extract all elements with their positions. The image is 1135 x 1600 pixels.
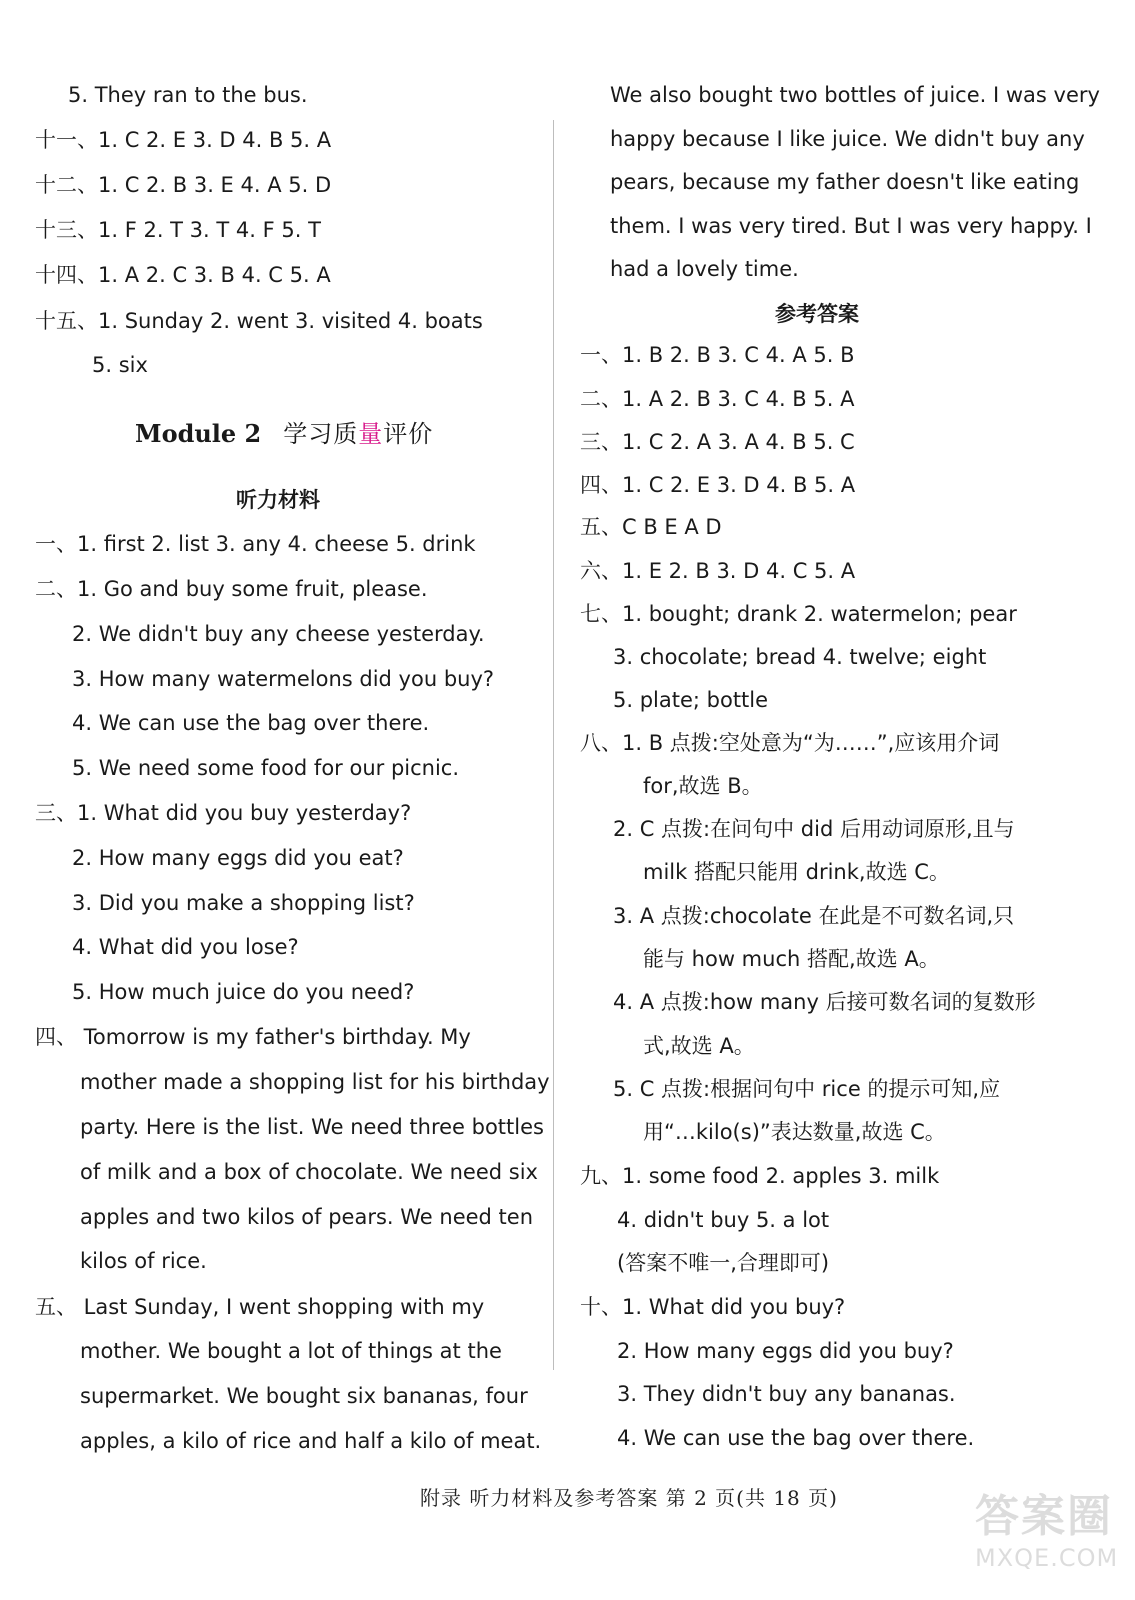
answer-line: 四、1. C 2. E 3. D 4. B 5. A [580, 473, 856, 497]
answer-line: 2. How many eggs did you buy? [617, 1339, 954, 1363]
answer-line: 5. C 点拨:根据问句中 rice 的提示可知,应 [613, 1077, 1001, 1101]
answer-line: for,故选 B。 [643, 774, 763, 798]
column-divider [553, 120, 554, 1370]
answer-line: 十二、1. C 2. B 3. E 4. A 5. D [35, 173, 332, 197]
answer-line: 三、1. C 2. A 3. A 4. B 5. C [580, 430, 855, 454]
answer-line: (答案不唯一,合理即可) [617, 1251, 830, 1275]
answer-line: 十五、1. Sunday 2. went 3. visited 4. boats [35, 309, 483, 333]
listening-line: 2. We didn't buy any cheese yesterday. [72, 622, 485, 646]
listening-line: 四、 Tomorrow is my father's birthday. My [35, 1025, 471, 1049]
passage-line: them. I was very tired. But I was very happy. I [610, 214, 1092, 238]
answer-line: milk 搭配只能用 drink,故选 C。 [643, 860, 950, 884]
answer-line: 4. didn't buy 5. a lot [617, 1208, 830, 1232]
passage-line: We also bought two bottles of juice. I was very [610, 83, 1100, 107]
answer-line: 五、C B E A D [580, 515, 722, 539]
answer-line: 十三、1. F 2. T 3. T 4. F 5. T [35, 218, 321, 242]
passage-line: pears, because my father doesn't like eating [610, 170, 1080, 194]
answer-line: 九、1. some food 2. apples 3. milk [580, 1164, 940, 1188]
listening-line: supermarket. We bought six bananas, four [80, 1384, 528, 1408]
answer-line: 3. chocolate; bread 4. twelve; eight [613, 645, 987, 669]
module-name: Module 2 [135, 419, 262, 448]
listening-heading: 听力材料 [236, 488, 320, 512]
listening-line: 4. What did you lose? [72, 935, 299, 959]
listening-line: kilos of rice. [80, 1249, 207, 1273]
answer-line: 式,故选 A。 [643, 1034, 755, 1058]
listening-line: 3. How many watermelons did you buy? [72, 667, 495, 691]
listening-line: of milk and a box of chocolate. We need six [80, 1160, 538, 1184]
passage-line: had a lovely time. [610, 257, 799, 281]
listening-line: party. Here is the list. We need three bottles [80, 1115, 544, 1139]
answer-line: 七、1. bought; drank 2. watermelon; pear [580, 602, 1017, 626]
answer-line: 八、1. B 点拨:空处意为“为……”,应该用介词 [580, 731, 1000, 755]
module-title [135, 414, 433, 449]
listening-line: apples and two kilos of pears. We need ten [80, 1205, 534, 1229]
answer-line: 六、1. E 2. B 3. D 4. C 5. A [580, 559, 856, 583]
listening-line: mother. We bought a lot of things at the [80, 1339, 502, 1363]
answer-line: 用“…kilo(s)”表达数量,故选 C。 [643, 1120, 946, 1144]
watermark-logo [975, 1480, 1125, 1590]
answer-line: 2. C 点拨:在问句中 did 后用动词原形,且与 [613, 817, 1015, 841]
listening-line: 5. How much juice do you need? [72, 980, 415, 1004]
page-footer: 附录 听力材料及参考答案 第 2 页(共 18 页) [420, 1486, 838, 1510]
answer-line: 4. A 点拨:how many 后接可数名词的复数形 [613, 990, 1036, 1014]
answer-line: 十一、1. C 2. E 3. D 4. B 5. A [35, 128, 332, 152]
passage-line: happy because I like juice. We didn't buy any [610, 127, 1085, 151]
answer-line: 十四、1. A 2. C 3. B 4. C 5. A [35, 263, 331, 287]
answer-line: 二、1. A 2. B 3. C 4. B 5. A [580, 387, 855, 411]
answer-line: 十、1. What did you buy? [580, 1295, 846, 1319]
listening-line: 4. We can use the bag over there. [72, 711, 430, 735]
answer-line: 5. plate; bottle [613, 688, 769, 712]
answer-line: 4. We can use the bag over there. [617, 1426, 975, 1450]
listening-line: mother made a shopping list for his birthday [80, 1070, 550, 1094]
listening-line: 2. How many eggs did you eat? [72, 846, 404, 870]
listening-line: 三、1. What did you buy yesterday? [35, 801, 412, 825]
listening-line: 3. Did you make a shopping list? [72, 891, 415, 915]
module-subtitle: 学习质量评价 [283, 420, 434, 448]
answer-line: 5. six [92, 353, 148, 377]
answer-line: 一、1. B 2. B 3. C 4. A 5. B [580, 343, 855, 367]
listening-line: 二、1. Go and buy some fruit, please. [35, 577, 428, 601]
listening-line: 五、 Last Sunday, I went shopping with my [35, 1295, 485, 1319]
listening-line: 一、1. first 2. list 3. any 4. cheese 5. drink [35, 532, 476, 556]
answer-line: 能与 how much 搭配,故选 A。 [643, 947, 940, 971]
watermark-url: MXQE.COM [975, 1544, 1119, 1572]
answer-line: 3. A 点拨:chocolate 在此是不可数名词,只 [613, 904, 1015, 928]
listening-line: apples, a kilo of rice and half a kilo of meat. [80, 1429, 542, 1453]
listening-line: 5. We need some food for our picnic. [72, 756, 460, 780]
answer-line: 5. They ran to the bus. [68, 83, 308, 107]
watermark-text: 答案圈 [975, 1491, 1113, 1542]
answers-heading: 参考答案 [775, 302, 859, 326]
answer-line: 3. They didn't buy any bananas. [617, 1382, 956, 1406]
